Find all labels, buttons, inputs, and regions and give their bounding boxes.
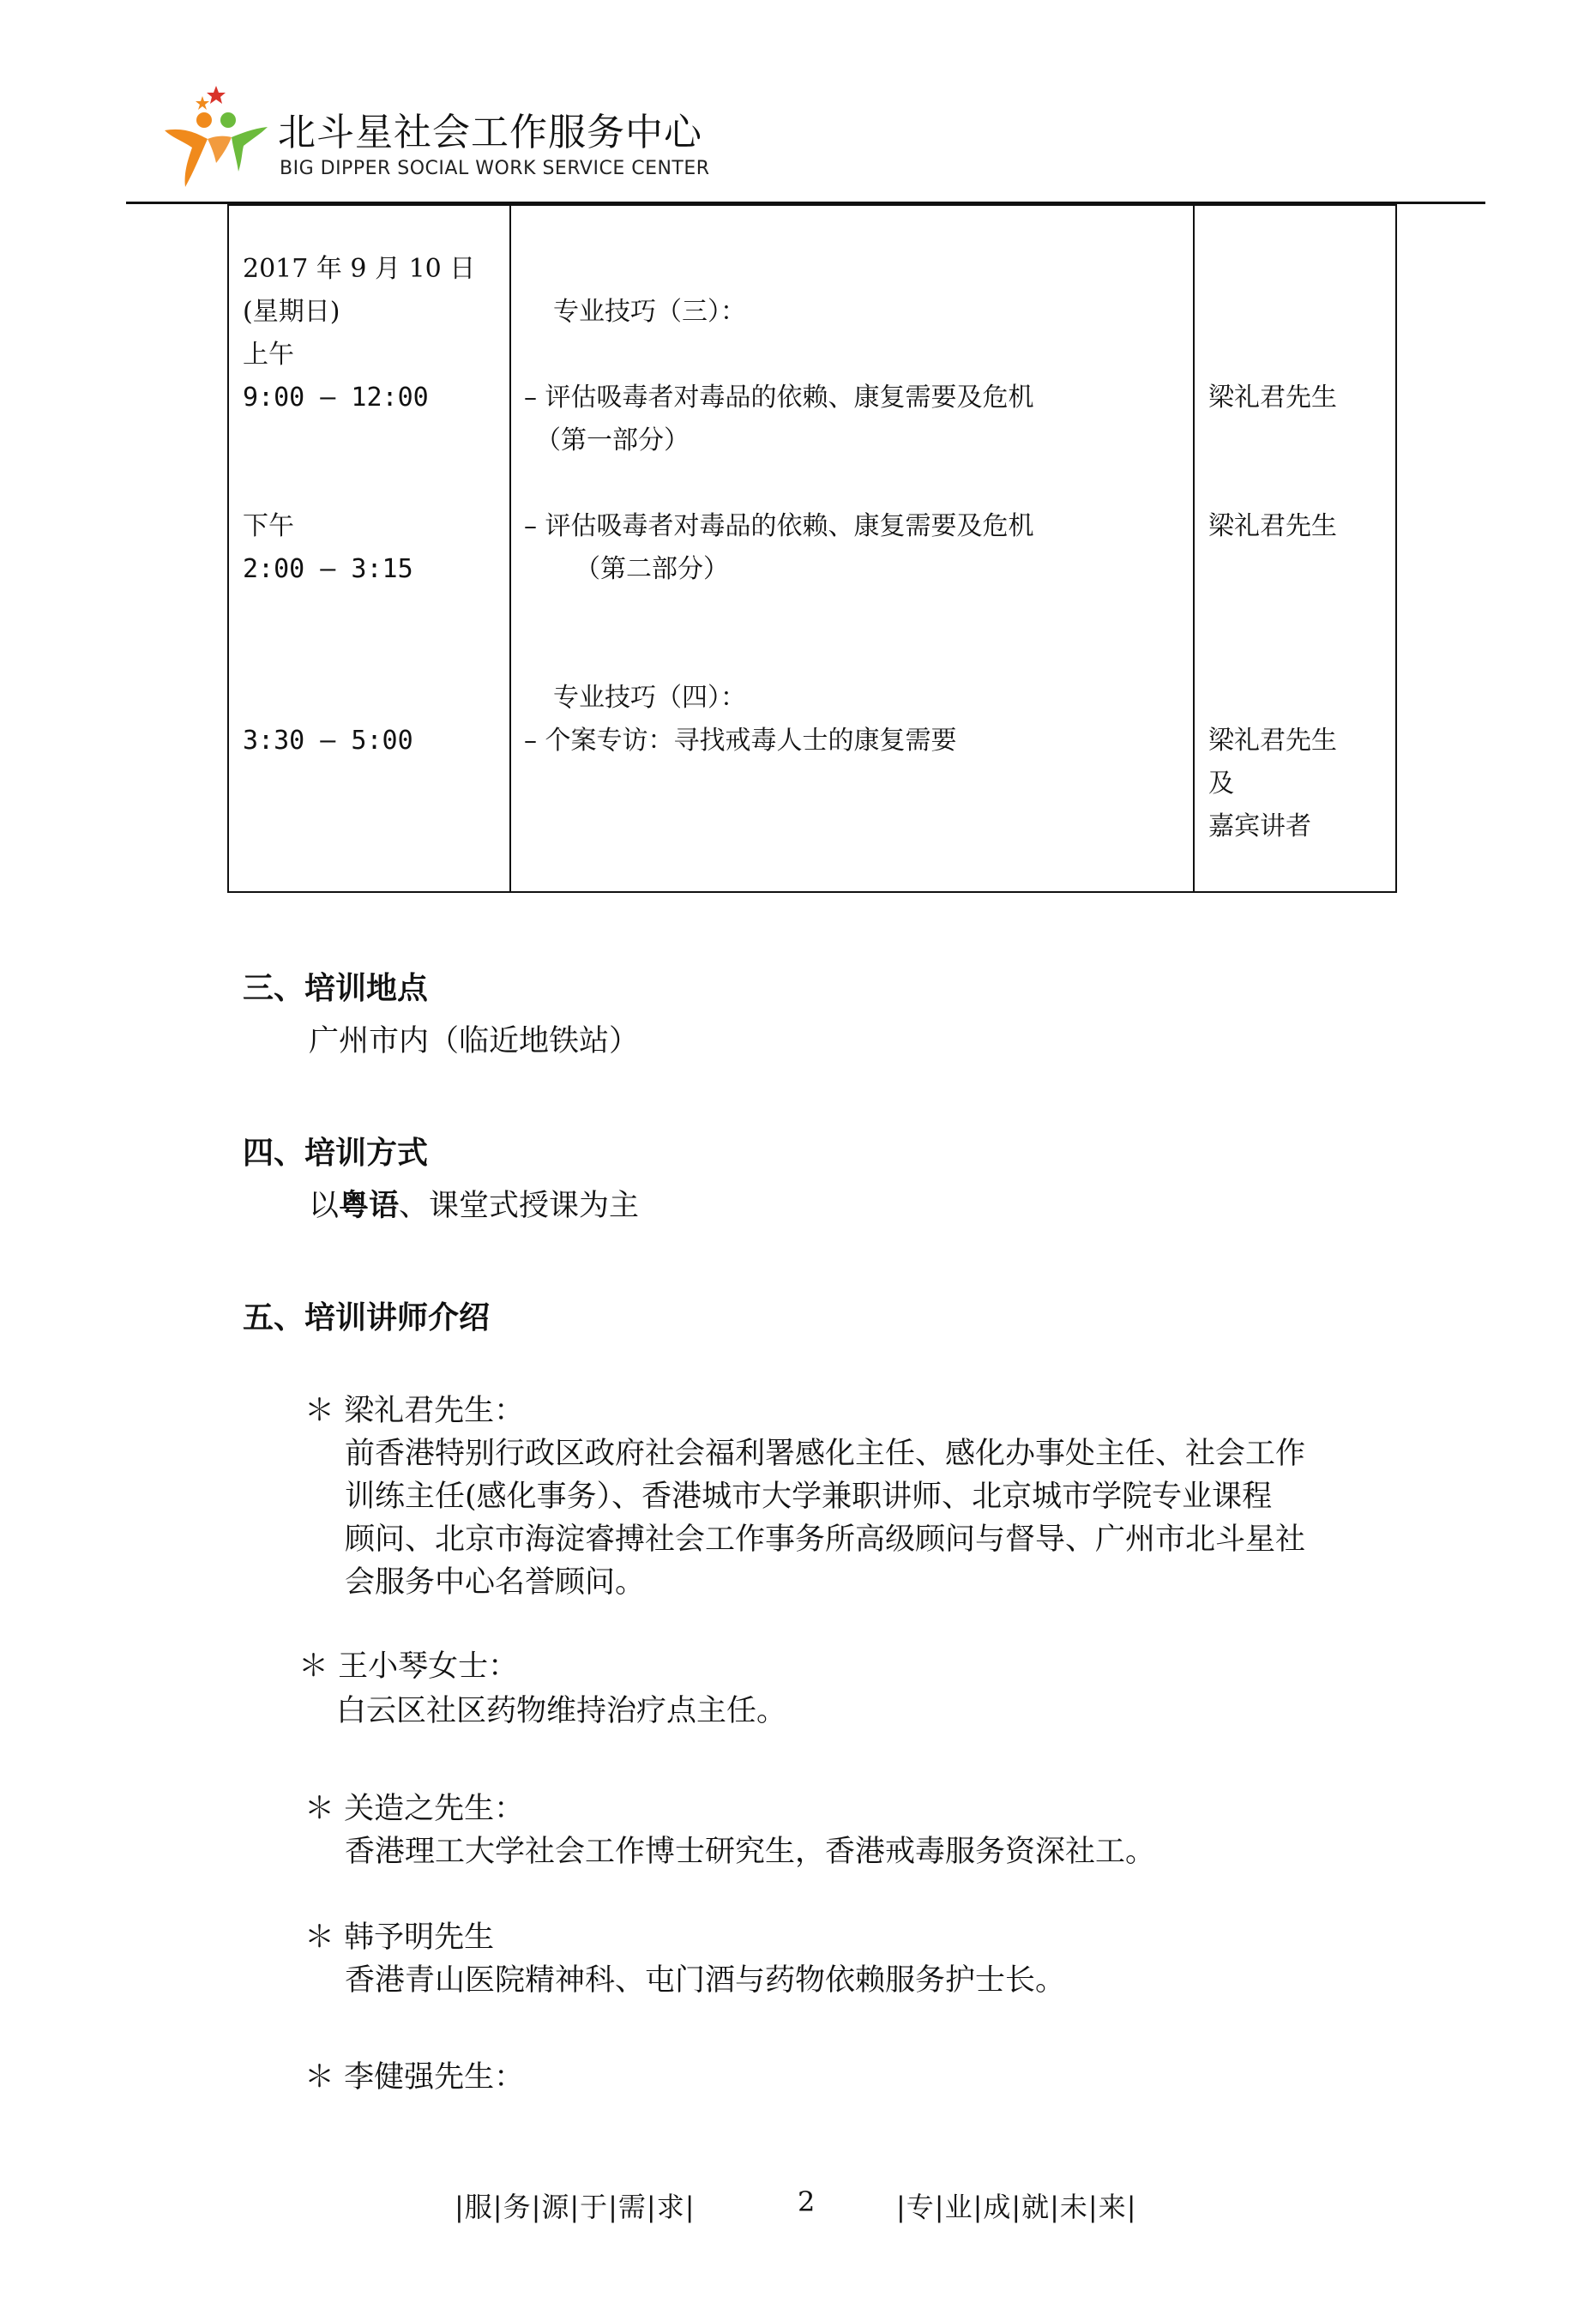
topic-title: 专业技巧（三）： [553, 297, 746, 327]
format-text: 以粤语、课堂式授课为主 [309, 1188, 640, 1223]
afternoon-label: 下午 [243, 511, 294, 541]
section-heading-trainers: 五、培训讲师介绍 [243, 1299, 491, 1335]
trainer-bio-line: 前香港特别行政区政府社会福利署感化主任、感化办事处主任、社会工作 [345, 1437, 1306, 1471]
trainer-name: ＊ 李健强先生： [304, 2060, 525, 2095]
section-heading-location: 三、培训地点 [243, 970, 429, 1006]
page-number: 2 [798, 2185, 816, 2218]
morning-time: 9:00 – 12:00 [243, 383, 429, 413]
morning-label: 上午 [243, 340, 294, 370]
trainer-bio-line: 香港青山医院精神科、屯门酒与药物依赖服务护士长。 [345, 1963, 1066, 1998]
trainer-bio-line: 顾问、北京市海淀睿搏社会工作事务所高级顾问与督导、广州市北斗星社 [345, 1522, 1306, 1557]
topic-item: – 评估吸毒者对毒品的依赖、康复需要及危机 [524, 511, 1034, 541]
organization-name-en: BIG DIPPER SOCIAL WORK SERVICE CENTER [280, 158, 710, 179]
location-text: 广州市内（临近地铁站） [309, 1024, 640, 1058]
schedule-date: 2017 年 9 月 10 日 [243, 254, 476, 284]
speaker-name: 梁礼君先生 [1208, 726, 1337, 756]
table-column-divider [1193, 204, 1195, 893]
topic-title: 专业技巧（四）： [553, 683, 746, 713]
section-heading-format: 四、培训方式 [243, 1135, 429, 1171]
trainer-bio-line: 香港理工大学社会工作博士研究生，香港戒毒服务资深社工。 [345, 1835, 1156, 1869]
table-column-divider [509, 204, 511, 893]
topic-item: – 评估吸毒者对毒品的依赖、康复需要及危机 [524, 383, 1034, 413]
speaker-name: 梁礼君先生 [1208, 383, 1337, 413]
trainer-bio-line: 白云区社区药物维持治疗点主任。 [336, 1694, 787, 1728]
topic-item: – 个案专访：寻找戒毒人士的康复需要 [524, 726, 957, 756]
star-icon [207, 86, 226, 104]
topic-item-note: （第一部分） [535, 425, 690, 455]
topic-item-note: （第二部分） [575, 554, 729, 584]
trainer-name: ＊ 梁礼君先生： [304, 1394, 525, 1428]
schedule-weekday: (星期日) [243, 297, 340, 327]
footer-motto-right: |专|业|成|就|未|来| [896, 2191, 1137, 2223]
trainer-name: ＊ 韩予明先生 [304, 1920, 495, 1955]
trainer-name: ＊ 关造之先生： [304, 1792, 525, 1826]
organization-logo [160, 86, 273, 190]
late-afternoon-time: 3:30 – 5:00 [243, 726, 413, 756]
speaker-conjunction: 及 [1208, 769, 1234, 799]
trainer-bio-line: 训练主任(感化事务）、香港城市大学兼职讲师、北京城市学院专业课程 [345, 1480, 1273, 1514]
trainer-name: ＊ 王小琴女士： [298, 1649, 519, 1684]
speaker-guest: 嘉宾讲者 [1208, 811, 1311, 841]
organization-name-cn: 北斗星社会工作服务中心 [278, 111, 702, 154]
afternoon-time: 2:00 – 3:15 [243, 554, 413, 584]
footer-motto-left: |服|务|源|于|需|求| [455, 2191, 696, 2223]
speaker-name: 梁礼君先生 [1208, 511, 1337, 541]
trainer-bio-line: 会服务中心名誉顾问。 [345, 1565, 646, 1600]
star-icon [196, 96, 209, 110]
language-emphasis: 粤语 [339, 1188, 400, 1223]
